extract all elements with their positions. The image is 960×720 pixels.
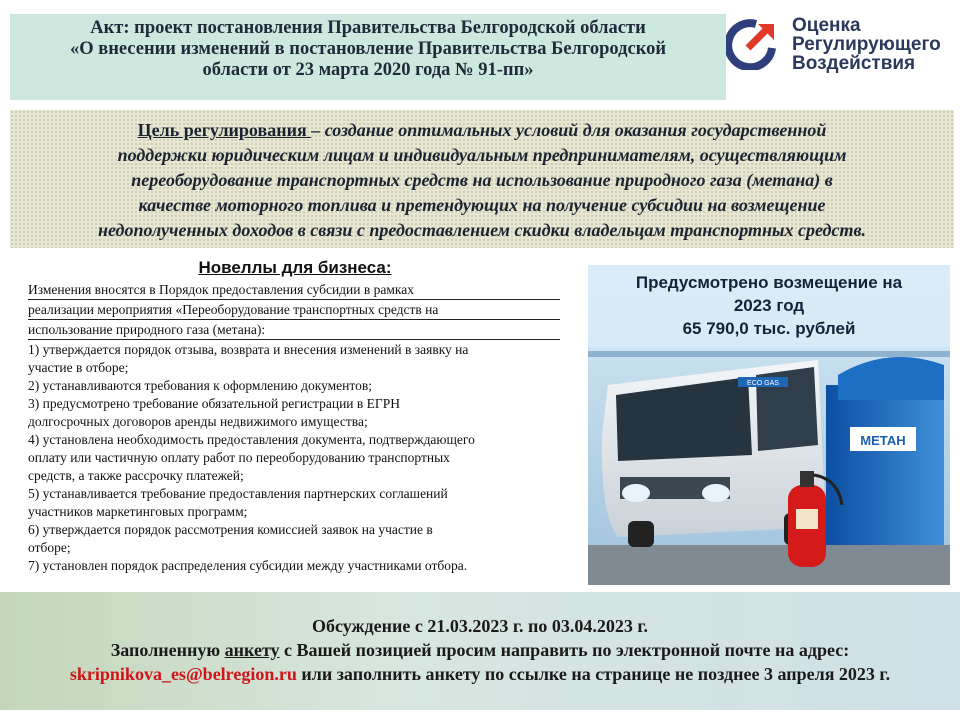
- novel-item-5: 5) устанавливается требование предоставления партнерских соглашений: [28, 486, 448, 501]
- goal-line: качестве моторного топлива и претендующих на получение субсидии на возмещение: [138, 195, 826, 215]
- novels-intro-line: реализации мероприятия «Переоборудование транспортных средств на: [28, 301, 560, 320]
- act-title-box: [10, 14, 726, 100]
- logo-line: Регулирующего: [792, 34, 941, 55]
- novel-item-6: 6) утверждается порядок рассмотрения комиссией заявок на участие в: [28, 522, 433, 537]
- footer-deadline-text: или заполнить анкету по ссылке на странице не позднее 3 апреля 2023 г.: [296, 664, 891, 684]
- novels-list: [28, 281, 560, 575]
- novel-item-6-cont: отборе;: [28, 540, 71, 555]
- novels-intro-line: Изменения вносятся в Порядок предоставления субсидии в рамках: [28, 281, 560, 300]
- novel-item-5-cont: участников маркетинговых программ;: [28, 504, 248, 519]
- act-title-line: Акт: проект постановления Правительства Белгородской области: [90, 18, 646, 38]
- act-title-line: области от 23 марта 2020 года № 91-пп»: [202, 60, 534, 80]
- logo-line: Оценка: [792, 15, 861, 36]
- goal-text: – создание оптимальных условий для оказания государственной: [311, 120, 827, 140]
- questionnaire-link[interactable]: анкету: [224, 640, 280, 660]
- logo-line: Воздействия: [792, 53, 916, 74]
- logo-text: [792, 16, 941, 73]
- novels-title: Новеллы для бизнеса:: [198, 258, 392, 277]
- fuel-dispenser: [826, 385, 944, 545]
- novel-item-4-cont: оплату или частичную оплату работ по переоборудованию транспортных: [28, 450, 450, 465]
- footer-contact-line: [0, 662, 960, 686]
- discussion-period: Обсуждение с 21.03.2023 г. по 03.04.2023 г.: [311, 616, 649, 636]
- novels-intro-line: использование природного газа (метана):: [28, 321, 560, 340]
- compensation-photo-box: [588, 265, 950, 585]
- novel-item-7: 7) установлен порядок распределения субсидии между участниками отбора.: [28, 558, 468, 573]
- goal-line: недополученных доходов в связи с предоставлением скидки владельцам транспортных средств.: [97, 220, 866, 240]
- email-link[interactable]: skripnikova_es@belregion.ru: [69, 664, 297, 684]
- methane-sign: МЕТАН: [860, 433, 906, 448]
- goal-line: поддержки юридическим лицам и индивидуальным предпринимателям, осуществляющим: [117, 145, 847, 165]
- novel-item-2: 2) устанавливаются требования к оформлению документов;: [28, 378, 372, 393]
- compensation-line: Предусмотрено возмещение на: [635, 273, 903, 292]
- regulation-goal-box: [10, 110, 954, 248]
- discussion-footer: [0, 592, 960, 710]
- act-title-line: «О внесении изменений в постановление Правительства Белгородской: [69, 39, 667, 59]
- novel-item-4: 4) установлена необходимость предоставления документа, подтверждающего: [28, 432, 475, 447]
- compensation-line: 2023 год: [733, 296, 805, 315]
- footer-request-line: Заполненную анкету с Вашей позицией просим направить по электронной почте на адрес:: [110, 640, 850, 660]
- goal-heading: Цель регулирования: [137, 120, 312, 140]
- orv-arrow-logo-icon: [726, 18, 778, 70]
- goal-line: переоборудование транспортных средств на использование природного газа (метана) в: [131, 170, 833, 190]
- novel-item-1-cont: участие в отборе;: [28, 360, 129, 375]
- compensation-caption: [588, 271, 950, 340]
- novel-item-4-cont: средств, а также рассрочку платежей;: [28, 468, 244, 483]
- orv-logo: [726, 16, 954, 76]
- novel-item-3: 3) предусмотрено требование обязательной регистрации в ЕГРН: [28, 396, 400, 411]
- compensation-amount: 65 790,0 тыс. рублей: [682, 319, 856, 338]
- novel-item-3-cont: долгосрочных договоров аренды недвижимого имущества;: [28, 414, 368, 429]
- bus-label: ECO GAS: [747, 380, 779, 387]
- novel-item-1: 1) утверждается порядок отзыва, возврата и внесения изменений в заявку на: [28, 342, 469, 357]
- goal-line: [24, 118, 940, 143]
